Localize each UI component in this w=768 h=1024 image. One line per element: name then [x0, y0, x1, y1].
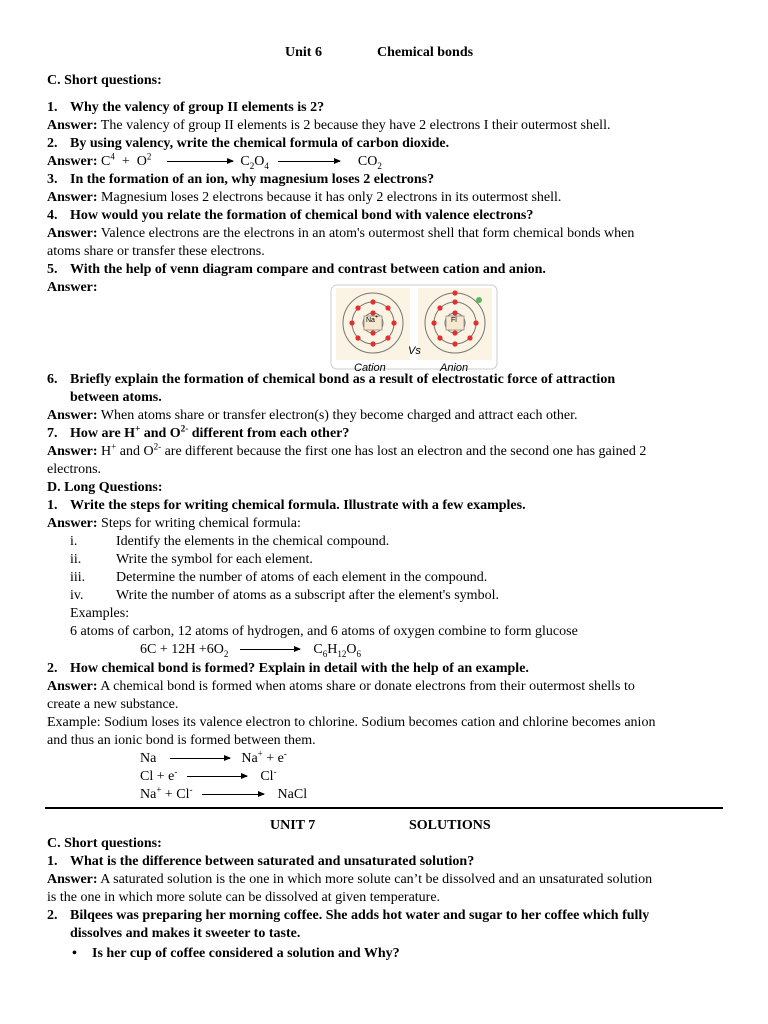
question-4 [47, 207, 728, 225]
na-symbol: Na [366, 317, 375, 324]
eq-right-sub3: 6 [356, 648, 361, 659]
a7-o-charge: 2- [153, 441, 162, 452]
q6-text-line1: Briefly explain the formation of chemical bond as a result of electrostatic force of attraction [70, 372, 616, 387]
long-question-1 [47, 497, 728, 515]
question-2 [47, 135, 728, 153]
reaction-2 [140, 768, 277, 786]
electron [355, 305, 360, 310]
unit-6-title: Chemical bonds [377, 45, 474, 60]
example-line1: Example: Sodium loses its valence electron to chlorine. Sodium becomes cation and chlorine becomes anion [47, 715, 656, 730]
s1-number: 1. [47, 854, 58, 869]
electron [370, 299, 375, 304]
question-6 [47, 371, 728, 389]
answer-1 [47, 117, 728, 135]
long-question-2 [47, 660, 728, 678]
electron [452, 290, 457, 295]
r2-right: Cl [260, 769, 274, 784]
answer-label: Answer: [47, 154, 98, 169]
q1-number: 1. [47, 100, 58, 115]
r3-cl: + Cl [161, 787, 190, 802]
answer-4-line1: Valence electrons are the electrons in an atom's outermost shell that form chemical bonds when [100, 226, 635, 241]
c2o4-c: C [240, 154, 250, 169]
answer-4-line2: atoms share or transfer these electrons. [47, 244, 265, 259]
long-answer-1-text: Steps for writing chemical formula: [101, 516, 301, 531]
answer-label: Answer: [47, 679, 98, 694]
electron [467, 335, 472, 340]
reaction-arrow [187, 776, 247, 777]
long-answer-2-line1: A chemical bond is formed when atoms share or donate electrons from their outermost shells to [100, 679, 635, 694]
o-charge: 2 [146, 151, 152, 162]
q6-number: 6. [47, 372, 58, 387]
electron [391, 320, 396, 325]
unit7-section-c-heading: C. Short questions: [47, 836, 162, 851]
question-7 [47, 425, 728, 443]
lq1-text: Write the steps for writing chemical formula. Illustrate with a few examples. [70, 498, 526, 513]
s2-text-line2: dissolves and makes it sweeter to taste. [70, 926, 301, 941]
answer-4 [47, 225, 728, 243]
r2-electron-charge: - [174, 766, 178, 777]
r3-na-charge: + [156, 784, 162, 795]
electron [452, 310, 457, 315]
na-label [366, 314, 378, 324]
step-1-numeral: i. [70, 534, 78, 549]
lq2-text: How chemical bond is formed? Explain in detail with the help of an example. [70, 661, 529, 676]
examples-label: Examples: [70, 606, 130, 621]
q2-text: By using valency, write the chemical formula of carbon dioxide. [70, 136, 450, 151]
step-3-text: Determine the number of atoms of each element in the compound. [116, 570, 488, 585]
q7-mid: and O [140, 426, 181, 441]
r1-right: Na [241, 751, 258, 766]
lq1-number: 1. [47, 498, 58, 513]
answer-label: Answer: [47, 118, 98, 133]
c2o4-sub2: 4 [264, 160, 269, 171]
eq-left: 6C + 12H +6O [140, 642, 224, 657]
unit-6-label: Unit 6 [285, 45, 322, 60]
step-4-text: Write the number of atoms as a subscript after the element's symbol. [116, 588, 499, 603]
answer-3 [47, 189, 728, 207]
electron [370, 330, 375, 335]
cation-anion-diagram [330, 284, 498, 374]
electron [452, 330, 457, 335]
unit7-question-2 [47, 907, 728, 925]
electron [431, 320, 436, 325]
fl-label: Fl [451, 317, 457, 324]
reaction-arrow [167, 161, 233, 162]
s1-answer-line2: is the one in which more solute can be dissolved at given temperature. [47, 890, 441, 905]
electron [473, 320, 478, 325]
s1-text: What is the difference between saturated and unsaturated solution? [70, 854, 475, 869]
electron [355, 335, 360, 340]
eq-right-sub2: 12 [337, 648, 347, 659]
reaction-3 [140, 786, 307, 804]
a7-and: and O [116, 444, 154, 459]
eq-left-sub: 2 [223, 648, 229, 659]
q3-text: In the formation of an ion, why magnesium loses 2 electrons? [70, 172, 435, 187]
q6-text-line2: between atoms. [70, 390, 162, 405]
bullet-question [72, 945, 728, 963]
lq2-number: 2. [47, 661, 58, 676]
q7-h-charge: + [135, 423, 141, 434]
eq-right-c: C [313, 642, 323, 657]
r1-electron-charge: - [283, 748, 287, 759]
reaction-1 [140, 750, 287, 768]
answer-6 [47, 407, 728, 425]
vs-label: Vs [408, 345, 421, 357]
a7-h: H [101, 444, 112, 459]
eq-right-h: H [327, 642, 338, 657]
anion-label: Anion [440, 362, 469, 374]
electron [437, 305, 442, 310]
electron [452, 341, 457, 346]
q7-pre: How are H [70, 426, 136, 441]
r3-na: Na [140, 787, 157, 802]
r2-charge: - [273, 766, 277, 777]
example-line2: and thus an ionic bond is formed between them. [47, 733, 316, 748]
reaction-arrow [240, 649, 300, 650]
eq-right-o: O [346, 642, 357, 657]
answer-label: Answer: [47, 516, 98, 531]
answer-7 [47, 443, 728, 461]
bullet-text: Is her cup of coffee considered a solution and Why? [92, 946, 400, 961]
r1-charge: + [257, 748, 263, 759]
answer-7-line2: electrons. [47, 462, 102, 477]
answer-label: Answer: [47, 444, 98, 459]
answer-label: Answer: [47, 872, 98, 887]
answer-label: Answer: [47, 408, 98, 423]
electron [370, 341, 375, 346]
s1-answer-line1: A saturated solution is the one in which more solute can’t be dissolved and an unsaturated solution [100, 872, 653, 887]
unit7-question-1 [47, 853, 728, 871]
q4-text: How would you relate the formation of chemical bond with valence electrons? [70, 208, 534, 223]
answer-label: Answer: [47, 190, 98, 205]
q5-number: 5. [47, 262, 58, 277]
o-symbol: O [136, 154, 147, 169]
atom-diagram-svg [330, 284, 498, 374]
q5-text: With the help of venn diagram compare and contrast between cation and anion. [70, 262, 546, 277]
electron [385, 335, 390, 340]
section-d-heading: D. Long Questions: [47, 480, 163, 495]
electron [437, 335, 442, 340]
q7-post: different from each other? [188, 426, 350, 441]
reaction-arrow [202, 794, 264, 795]
co2-sub: 2 [377, 160, 382, 171]
step-2-text: Write the symbol for each element. [116, 552, 313, 567]
plus-sign: + [121, 154, 130, 169]
q7-o-charge: 2- [180, 423, 189, 434]
step-1-text: Identify the elements in the chemical compound. [116, 534, 390, 549]
step-2-numeral: ii. [70, 552, 82, 567]
q3-number: 3. [47, 172, 58, 187]
answer-5-label: Answer: [47, 280, 98, 295]
gained-electron [476, 297, 482, 303]
section-c-heading: C. Short questions: [47, 73, 162, 88]
answer-3-text: Magnesium loses 2 electrons because it has only 2 electrons in its outermost shell. [101, 190, 562, 205]
long-answer-1 [47, 515, 728, 533]
long-answer-2-line2: create a new substance. [47, 697, 179, 712]
q4-number: 4. [47, 208, 58, 223]
unit7-answer-1 [47, 871, 728, 889]
electron [385, 305, 390, 310]
answer-2 [47, 153, 728, 171]
q2-number: 2. [47, 136, 58, 151]
step-4-numeral: iv. [70, 588, 84, 603]
q1-text: Why the valency of group II elements is 2? [70, 100, 325, 115]
glucose-equation [140, 641, 361, 659]
r1-left: Na [140, 751, 157, 766]
reaction-arrow [278, 161, 340, 162]
answer-label: Answer: [47, 226, 98, 241]
electron [452, 299, 457, 304]
c2o4-sub1: 2 [249, 160, 255, 171]
r3-right: NaCl [277, 787, 308, 802]
a7-h-charge: + [111, 441, 117, 452]
reaction-arrow [170, 758, 230, 759]
co2-formula: CO [357, 154, 378, 169]
eq-right-sub1: 6 [322, 648, 328, 659]
answer-1-text: The valency of group II elements is 2 because they have 2 electrons I their outermost shell. [100, 118, 611, 133]
section-divider [45, 807, 723, 809]
bullet-icon: • [72, 946, 77, 961]
c2o4-o: O [254, 154, 265, 169]
c-charge: 4 [110, 151, 115, 162]
electron [349, 320, 354, 325]
answer-6-text: When atoms share or transfer electron(s) they become charged and attract each other. [100, 408, 578, 423]
s2-number: 2. [47, 908, 58, 923]
r2-left: Cl + e [140, 769, 175, 784]
example-text: 6 atoms of carbon, 12 atoms of hydrogen, and 6 atoms of oxygen combine to form glucose [70, 624, 578, 639]
c-symbol: C [101, 154, 111, 169]
question-5 [47, 261, 728, 279]
a7-rest: are different because the first one has lost an electron and the second one has gained 2 [161, 444, 647, 459]
cation-label: Cation [354, 362, 386, 374]
r1-electron: + e [262, 751, 284, 766]
step-3-numeral: iii. [70, 570, 86, 585]
na-charge: + [374, 314, 378, 321]
s2-text-line1: Bilqees was preparing her morning coffee. She adds hot water and sugar to her coffee which fully [70, 908, 650, 923]
question-3 [47, 171, 728, 189]
long-answer-2 [47, 678, 728, 696]
r3-cl-charge: - [189, 784, 193, 795]
question-1 [47, 99, 728, 117]
q7-number: 7. [47, 426, 58, 441]
unit-7-title: SOLUTIONS [409, 818, 491, 833]
unit-7-label: UNIT 7 [270, 818, 316, 833]
